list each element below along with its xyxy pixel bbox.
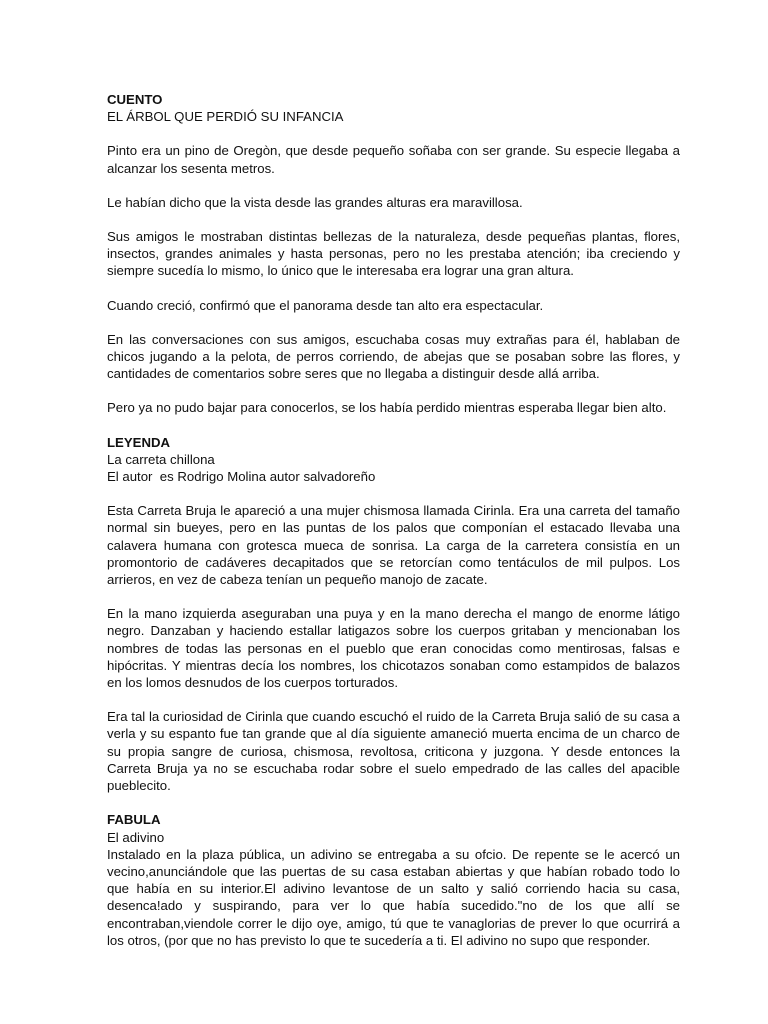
- leyenda-heading: LEYENDA: [107, 434, 171, 450]
- fabula-paragraph: Instalado en la plaza pública, un adivino se entregaba a su ofcio. De repente se le acercó un vecino,anunciándole que las puertas de su casa estaban abiertas y que habían robado todo lo que había en su interior.El adivino levantose de un salto y salió corriendo hacia su casa, desenca!ado y suspirando, para ver lo que había sucedido."no de los que allí se encontraban,viendole correr le dijo oye, amigo, tú que te vanaglorias de prever lo que ocurrirá a los otros, (por que no has previsto lo que te sucedería a ti. El adivino no supo que responder.: [107, 846, 680, 948]
- leyenda-author: El autor es Rodrigo Molina autor salvadoreño: [107, 469, 376, 485]
- cuento-paragraph-6: Pero ya no pudo bajar para conocerlos, se los había perdido mientras esperaba llegar bien alto.: [107, 400, 667, 416]
- leyenda-section: [107, 434, 680, 486]
- leyenda-title: La carreta chillona: [107, 451, 215, 467]
- leyenda-paragraph-1: Esta Carreta Bruja le apareció a una mujer chismosa llamada Cirinla. Era una carreta del tamaño normal sin bueyes, pero en las puntas de los palos que componían el estacado llevaba una calavera humana con grotesca mueca de sonrisa. La carga de la carretera consistía en un promontorio de cadáveres decapitados que se retorcían como tentáculos de mil pulpos. Los arrieros, en vez de cabeza tenían un pequeño manojo de zacate.: [107, 503, 680, 588]
- cuento-paragraph-2: Le habían dicho que la vista desde las grandes alturas era maravillosa.: [107, 194, 523, 210]
- cuento-paragraph-5: En las conversaciones con sus amigos, escuchaba cosas muy extrañas para él, hablaban de chicos jugando a la pelota, de perros corriendo, de abejas que se posaban sobre las flores, y cantidades de comentarios sobre seres que no llegaba a distinguir desde allá arriba.: [107, 331, 680, 382]
- cuento-title: EL ÁRBOL QUE PERDIÓ SU INFANCIA: [107, 109, 344, 125]
- fabula-title: El adivino: [107, 829, 165, 845]
- cuento-section: [107, 91, 680, 125]
- cuento-paragraph-4: Cuando creció, confirmó que el panorama desde tan alto era espectacular.: [107, 297, 544, 313]
- cuento-paragraph-1: Pinto era un pino de Oregòn, que desde pequeño soñaba con ser grande. Su especie llegaba a alcanzar los sesenta metros.: [107, 143, 680, 176]
- cuento-heading: CUENTO: [107, 92, 163, 107]
- fabula-section: [107, 811, 680, 949]
- leyenda-paragraph-3: Era tal la curiosidad de Cirinla que cuando escuchó el ruido de la Carreta Bruja salió de su casa a verla y su espanto fue tan grande que al día siguiente amaneció muerta encima de un charco de su propia sangre de curiosa, chismosa, revoltosa, criticona y juzgona. Y desde entonces la Carreta Bruja ya no se escuchaba rodar sobre el suelo empedrado de las calles del apacible pueblecito.: [107, 709, 680, 794]
- fabula-heading: FABULA: [107, 812, 161, 828]
- leyenda-paragraph-2: En la mano izquierda aseguraban una puya y en la mano derecha el mango de enorme látigo negro. Danzaban y haciendo estallar latigazos sobre los cuerpos gritaban y mencionaban los nombres de todas las personas en el pueblo que eran conocidas como mentirosas, falsas e hipócritas. Y mientras decía los nombres, los chicotazos sonaban como estampidos de balazos en los lomos desnudos de los cuerpos torturados.: [107, 606, 680, 691]
- document-page: [107, 91, 680, 966]
- cuento-paragraph-3: Sus amigos le mostraban distintas bellezas de la naturaleza, desde pequeñas plantas, flores, insectos, grandes animales y hasta personas, pero no les prestaba atención; iba creciendo y siempre sucedía lo mismo, lo único que le interesaba era lograr una gran altura.: [107, 229, 680, 279]
